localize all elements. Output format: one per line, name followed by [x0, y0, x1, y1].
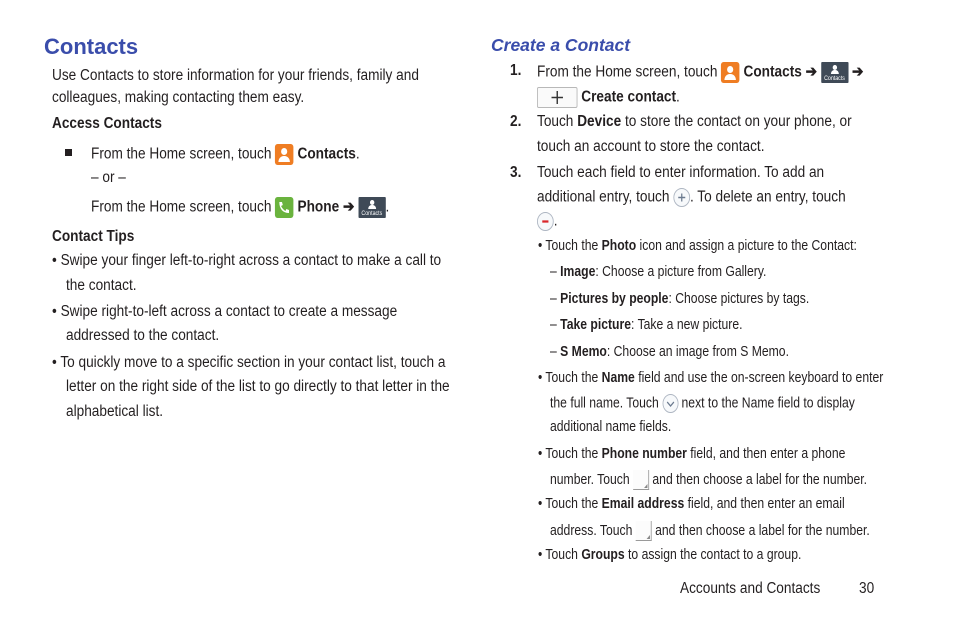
page-title: Contacts [44, 34, 139, 59]
create-contact-label: Create contact [581, 88, 677, 106]
access-item-1-text: From the Home screen, touch [91, 145, 276, 163]
tip-1-cont: the contact. [66, 277, 137, 294]
or-separator: – or – [91, 169, 126, 186]
contacts-app-icon [721, 62, 739, 83]
pictures-by-people-option: – Pictures by people: Choose pictures by tags. [550, 291, 810, 307]
access-item-2-text: From the Home screen, touch [91, 198, 276, 216]
tip-3-cont-1: letter on the right side of the list to go directly to that letter in the [66, 378, 450, 395]
step-2: Touch Device to store the contact on your phone, or [537, 113, 852, 130]
contact-tips-heading: Contact Tips [52, 228, 135, 245]
name-bullet: • Touch the Name field and use the on-screen keyboard to enter [538, 370, 884, 386]
step-2-cont: touch an account to store the contact. [537, 138, 765, 155]
contacts-label: Contacts [297, 145, 356, 163]
label-dropdown-icon [636, 521, 652, 541]
square-bullet-icon [65, 149, 72, 156]
phone-number-bullet: • Touch the Phone number field, and then enter a phone [538, 446, 846, 462]
phone-number-bullet-cont: number. Touch and then choose a label for the number. [550, 470, 867, 490]
tip-3: • To quickly move to a specific section in your contact list, touch a [52, 354, 446, 371]
tip-3-cont-2: alphabetical list. [66, 403, 164, 420]
access-item-1: From the Home screen, touch Contacts. [91, 144, 360, 165]
section-title: Create a Contact [491, 35, 631, 55]
intro-line-1: Use Contacts to store information for your friends, family and [52, 67, 419, 84]
step-3-number: 3. [510, 164, 522, 181]
photo-bullet: • Touch the Photo icon and assign a picture to the Contact: [538, 238, 857, 254]
add-contact-icon [537, 87, 577, 108]
access-contacts-heading: Access Contacts [52, 115, 162, 132]
label-dropdown-icon [633, 470, 649, 490]
step-1-number: 1. [510, 62, 522, 79]
step-2-number: 2. [510, 113, 522, 130]
step-1: From the Home screen, touch Contacts ➔ Contacts ➔ [537, 63, 864, 82]
image-option: – Image: Choose a picture from Gallery. [550, 264, 767, 280]
step-3: Touch each field to enter information. To add an [537, 164, 825, 181]
contacts-app-icon [275, 144, 293, 165]
tip-2-cont: addressed to the contact. [66, 327, 220, 344]
step-3-cont-2: . [537, 212, 558, 231]
contacts-tab-icon: Contacts [358, 197, 385, 218]
email-bullet-cont: address. Touch and then choose a label for the number. [550, 521, 870, 541]
groups-bullet: • Touch Groups to assign the contact to a group. [538, 547, 802, 563]
intro-line-2: colleagues, making contacting them easy. [52, 89, 305, 106]
page-number: 30 [859, 580, 875, 597]
name-bullet-cont-2: additional name fields. [550, 419, 672, 435]
footer-section: Accounts and Contacts [680, 580, 821, 597]
take-picture-option: – Take picture: Take a new picture. [550, 317, 743, 333]
step-1-cont: Create contact. [537, 87, 680, 108]
name-bullet-cont-1: the full name. Touch next to the Name field to display [550, 395, 855, 412]
contacts-label: Contacts ➔ [743, 63, 818, 81]
add-entry-icon [673, 188, 690, 207]
contacts-tab-icon: Contacts [821, 62, 848, 83]
s-memo-option: – S Memo: Choose an image from S Memo. [550, 344, 789, 360]
phone-app-icon [275, 197, 293, 218]
email-bullet: • Touch the Email address field, and then enter an email [538, 496, 845, 512]
access-item-2: From the Home screen, touch Phone ➔ Contacts . [91, 198, 390, 217]
expand-chevron-icon [662, 394, 678, 413]
step-3-cont-1: additional entry, touch . To delete an entry, touch [537, 188, 846, 206]
tip-2: • Swipe right-to-left across a contact to create a message [52, 303, 398, 320]
tip-1: • Swipe your finger left-to-right across a contact to make a call to [52, 252, 442, 269]
delete-entry-icon [537, 212, 554, 231]
phone-label: Phone ➔ [297, 198, 355, 216]
